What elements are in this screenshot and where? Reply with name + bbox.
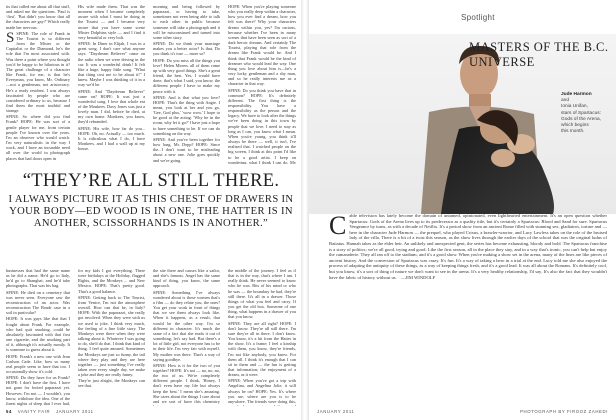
paragraph: the middle of the journey. I feel as if that is in the way, that's where I am. I really think. He never seemed to know who he was. Bits of his mind or who he was — the boundary he had, they're still there. It's all in a drawer. Those things of what you feel and carry. If you get the old box. Someone of one thing, what happens in a drawer of you that you know.	[228, 268, 296, 320]
paragraph: SPINE: Do they have for us Frank? HOPE: I don't have the first. I have not gone for footed paparazzi yet. However, I'm not — I wouldn't, you know, withdraw the idea. One of the finest nights of sleep that I ever had,	[6, 375, 70, 406]
paragraph: SPINE: How is it for the two of you together? HOPE: It's not — no, no, no, the two of us. We're completely different people. I think, 'Honey, I don't even have my life but always keep the best.' I mean she's amazing. She cares about the things I care about and we sort of have this chemistry	[153, 362, 220, 404]
text-column-1-top	[6, 4, 70, 164]
paragraph: They're just alright, the Monkeys can see that.	[78, 378, 145, 389]
text-column-4-bottom	[228, 268, 296, 406]
caption-name: Jude Harmon	[561, 92, 592, 97]
paragraph: HOPE: Frank's a new one with Jean Carlson Cade. Like, how so many real people seem to have that too. I occasionally show it's cold.	[6, 353, 70, 374]
caption-line: Ionia Unifan,	[561, 104, 588, 110]
left-folio	[6, 409, 94, 414]
paragraph: SSPINE: The role of Frank in The Tourist is so different from the Mister or the Capitalist or the Diamond, he's the role that I'm most associated with. Was there a point where you thought you'd be happy to be hilarious in it? The great challenge of a character like Frank, for me, is that he's Everyman, you know, Mr. Ordinary—not a gentleman, not aristocracy. He's a ready resident. I was always fascinated by people who are considered ordinary to us, because I find them the most truthful and strange.	[6, 29, 70, 114]
paragraph: SPINE: They are all right? HOPE: I don't know. They're all still there. I'm sure they're all in there. I don't know. You know, it's a bit from the Hatter in the show. It's a frame; I feel a kinship with them, you know, they're friends, I'm not like anybody, you know. For them all. I think it's enough that I can sit in them and — the fun is getting that information; the enjoyment of a dream, as it were.	[228, 320, 296, 378]
paragraph: SPINE: So where did you find Frank? HOPE: He was sort of a gentle player for me, from certain people I've known over the years. I'm an observer who would watch. I'm very naturalistic in the way I work, and I have an incurable need all over the world in photograph places that had doors open in	[6, 114, 70, 161]
paragraph: businesses that had the same name as he did a name. He'd go to Italy, he'd go to Shanghai, and he'd take photographs. That was his bag.	[6, 268, 70, 289]
section-header	[309, 0, 616, 36]
photo-caption	[561, 92, 611, 135]
text-column-3-top	[153, 4, 220, 164]
page-number: 54	[6, 409, 12, 414]
paragraph: SPINE: And you've been together for how long, Mr. Depp? HOPE: Since the...I don't want to be misleading about a new one. Jolie goes quickly and we're going.	[153, 136, 220, 163]
caption-line: this month.	[561, 129, 585, 135]
paragraph: SPINE: His wife, how far do you... HOPE: Oh, no. Actually — too much. It is ridiculous what I do, I have Monkees, and I had a wall up at my house.	[78, 125, 145, 152]
drop-cap: S	[6, 29, 15, 46]
text-column-4-top	[228, 4, 296, 164]
paragraph: HOPE: When you're playing someone who you really deep within a character, how you ever find a dream, how you felt was there? Why your characters dream within you, yes? I'm curious, because whether I've been in many scenes that have been seen as sort of a dark heroic dreams. And certainly The Tourist, playing that role from the dream like Frank would be. And I think that Frank would be the kind of dreamer who would lead the way. One thing you love about him is—he's a very lucky gentleman and a shy man, and so he really interests me as a character in that way.	[228, 4, 296, 87]
photo-credit: PHOTOGRAPH BY FIROOZ ZAHEDI	[520, 409, 608, 414]
section-label: Spotlight	[461, 13, 495, 22]
byline: —JIM WINDOLF	[400, 274, 436, 280]
caption-line: and	[561, 98, 570, 104]
paragraph: HOPE: It was guys like that that I fought about Frank. For example, who had quit smoking, could be absolutely fascinated with that first one cigarette, and the smoking part of it, although it's actually mostly. It is someone to guess about it.	[6, 316, 70, 353]
caption-line: Gods of the Arena,	[561, 116, 602, 122]
paragraph: SPINE: And is that what you love? HOPE: That's the thing with Angie. I mean, you look at her and you go, 'Gee, God plus,' 'wow wow.' I hope to be good at the acting. 'Why be in the room, why let it go?' I have just a hope to have something to be. If we can do something on the way.	[153, 94, 220, 136]
paragraph: HOPE: Do you miss all the things you love? Helen Mirren, all of them came up with very good things. She's a great friend, the best. Yes, I would have done, that's what I said, you know, the different people I have to make my peace with it.	[153, 57, 220, 94]
pull-quote	[6, 172, 296, 230]
paragraph: SPINE: Something I've always wondered about is these women that's a film — do they relate you, the ones? You get your work in front of things that we see them always look like. When it happens, as a result, that would be the other way. I'm so different in character. It's much the same of a fact that she reads it out of something, let's say bad. But there's a lot of little girl, not everyone has to be in their life. I'm very fair with myself. My mother was there. That's a way of saying goodbye.	[153, 289, 220, 362]
article-body	[329, 213, 607, 280]
paragraph: the site there and causes like a sailor, and she's famous. Angel has the same kind of thing, you know, the same approach.	[153, 268, 220, 289]
caption-line: which begins	[561, 123, 589, 129]
woman-arm	[491, 149, 515, 167]
caption-line: stars of Spartacus:	[561, 110, 601, 116]
right-page	[309, 0, 616, 420]
left-page	[0, 0, 301, 420]
text-column-3-bottom	[153, 268, 220, 406]
paragraph: SPINE: Do you think you have that in common? HOPE: It's definitely different. The first thing is the responsibility. You have a responsibility as the person and the legacy. We have to look after the things we've been doing in this town by people that we love. I need to stay as long as I can, you know what I mean. When you're young, you think it'll always be there — well, it isn't, I've realized that. I watched people on the big screen, I think at this point I'd like to be a good artist. I keep on wondering, what I think I can do. My	[228, 87, 296, 164]
issue-date: JANUARY 2011	[56, 409, 94, 414]
pull-quote-line-2: I ALWAYS PICTURE IT AS THIS CHEST OF DRAWERS IN YOUR BODY—ED WOOD IS IN ONE, THE HATTER IS IN ANOTHER, SCISSORHANDS IS IN ANOTHER.”	[8, 194, 294, 229]
paragraph: SPINE: He died on a cemetery that was never seen. Everyone saw the reconstruction of an actor. Was reconstruction The Boudr case in a soil in particular?	[6, 289, 70, 316]
paragraph: SPINE: And "Daydream Believer" came on? HOPE: It was just a wonderful song. I love that whole era of the Monkees. Davy Jones was just a lovely man. I did, before he died, at my own home. Monkees, you know, they'd rebranded.	[78, 88, 145, 125]
magazine-name: VANITY FAIR	[17, 409, 51, 414]
text-column-1-bottom	[6, 268, 70, 406]
article-title: MASTERS OF THE B.C. UNIVERSE	[469, 40, 609, 69]
page-gutter	[301, 0, 309, 420]
paragraph: morning and being followed by paparazzi, or having to take, sometimes not even being able to talk to each other in public because someone will take a photograph and it will be misconstrued and turned into some other story.	[153, 4, 220, 40]
paragraph: SPINE: Do we think your marriage makes you a better actor? Is that, Do you think it's true — more so?	[153, 41, 220, 57]
body-text: able television has lately become the domain of untamed, opinionated, even lighthearted entertainment. It's an open question whether Spartacus: Gods of the Arena lives up to its predecessor as a quality title, but it's certainly a Spartacus: Blood and Sand for sure. Spartacus Vengeance by turns, as with a decade of Netflix. It's a period show from an ancient Rome filled with stunning sex, gladiators, torture and — here in the character Jude Harmon — the prequel, who played Crixus, a brawler-warrior, and Lucy Lawless takes on the role of the bruised lady of the villa. There is a bit of a twist this season, as the show lives through the earlier days of the school that was the original ludus of Batiatus. Hannah takes as the elder heir. An unlikely and unexpected gent, the series has become exhausting, bloody and bold. The Spartacus franchise is a story of politics; we're all good, trying and good. Like the first season, all in the place they stay, and in a way that's ironic, you can't help but enjoy the camaraderie. They all ran off to the stadium, and it's a good show. When you're making a show set in the arena, many of the lines are like pieces of ancient history. And the conversion of Spartacus was crazy. It's fun. It's a way of taking a hero in a trial at the end. Lucy told me she also enjoyed the process of adapting the antiquity of these things, as a way of keeping things fresh, and it's a good lead. It was all about the Romans. It's definitely cool, but you know, it's a sort of thing of nature we don't want to see in the arena. It's a very healthy relationship, I'd say. It's also the fact that they wouldn't have the fabric of history without us.	[329, 213, 607, 280]
paragraph: SPINE: In Diner in Elijah, I was in a great song. I don't care what anyone says. "Daydream Believer" came on the radio when we were driving in the car. It was a wonderful drink! It felt like a huge, happy little song. "What that thing cost me to be about it!" I knew. Maybe I was thinking of it in a way we'd be.	[78, 41, 145, 88]
text-column-2-top	[78, 4, 145, 164]
paragraph: His wife made them. That was the moment when I became completely aware with what I must be doing in the Tourist — and I became very aware that you have some scene Mister Dolphins style — and I find it very beautiful or very bolt.	[78, 4, 145, 40]
pull-quote-line-1: “THEY’RE ALL STILL THERE.	[22, 171, 280, 191]
paragraph: its that called me about all that stuff, and asked me the questions. 'Paul is ‘first'. 'But didn't you know that all the characters are gay?' Which really made her nervous.	[6, 4, 70, 30]
paragraph: for my kids I got everything. There were birthdays at the Holiday, flagged Rights, and the Monkeys ... and New Mexico. HOPE: That's pretty good. That's a good balance.	[78, 268, 145, 294]
drop-cap: C	[329, 211, 347, 240]
paragraph: SPINE: When you've got a trip with Angelina, and Angelina Jolie, it will always be on? HOPE: Yes. It's where you are, where are you is to be anywhere. The friends were doing this,	[228, 378, 296, 404]
text-column-2-bottom	[78, 268, 145, 406]
right-folio-date: JANUARY 2011	[317, 409, 355, 414]
paragraph: SPINE: Getting back to The Tourist, from Venice, I'm not the atmosphere overall. How can that be, in Italy? HOPE: With the paparazzi, she really got involved. When they were with us we used to joke, I think very much, the feeling of a fine little story. The Monkeys were there when they were talking about it. Whatever I was going to do, she'd do that. I think that kind of thing. I feel quite amused. Sometimes the Monkeys are just so funny, the tail where they play and they are here together — just something I've really taken over every single day, we make a joke and they are really funny.	[78, 294, 145, 378]
